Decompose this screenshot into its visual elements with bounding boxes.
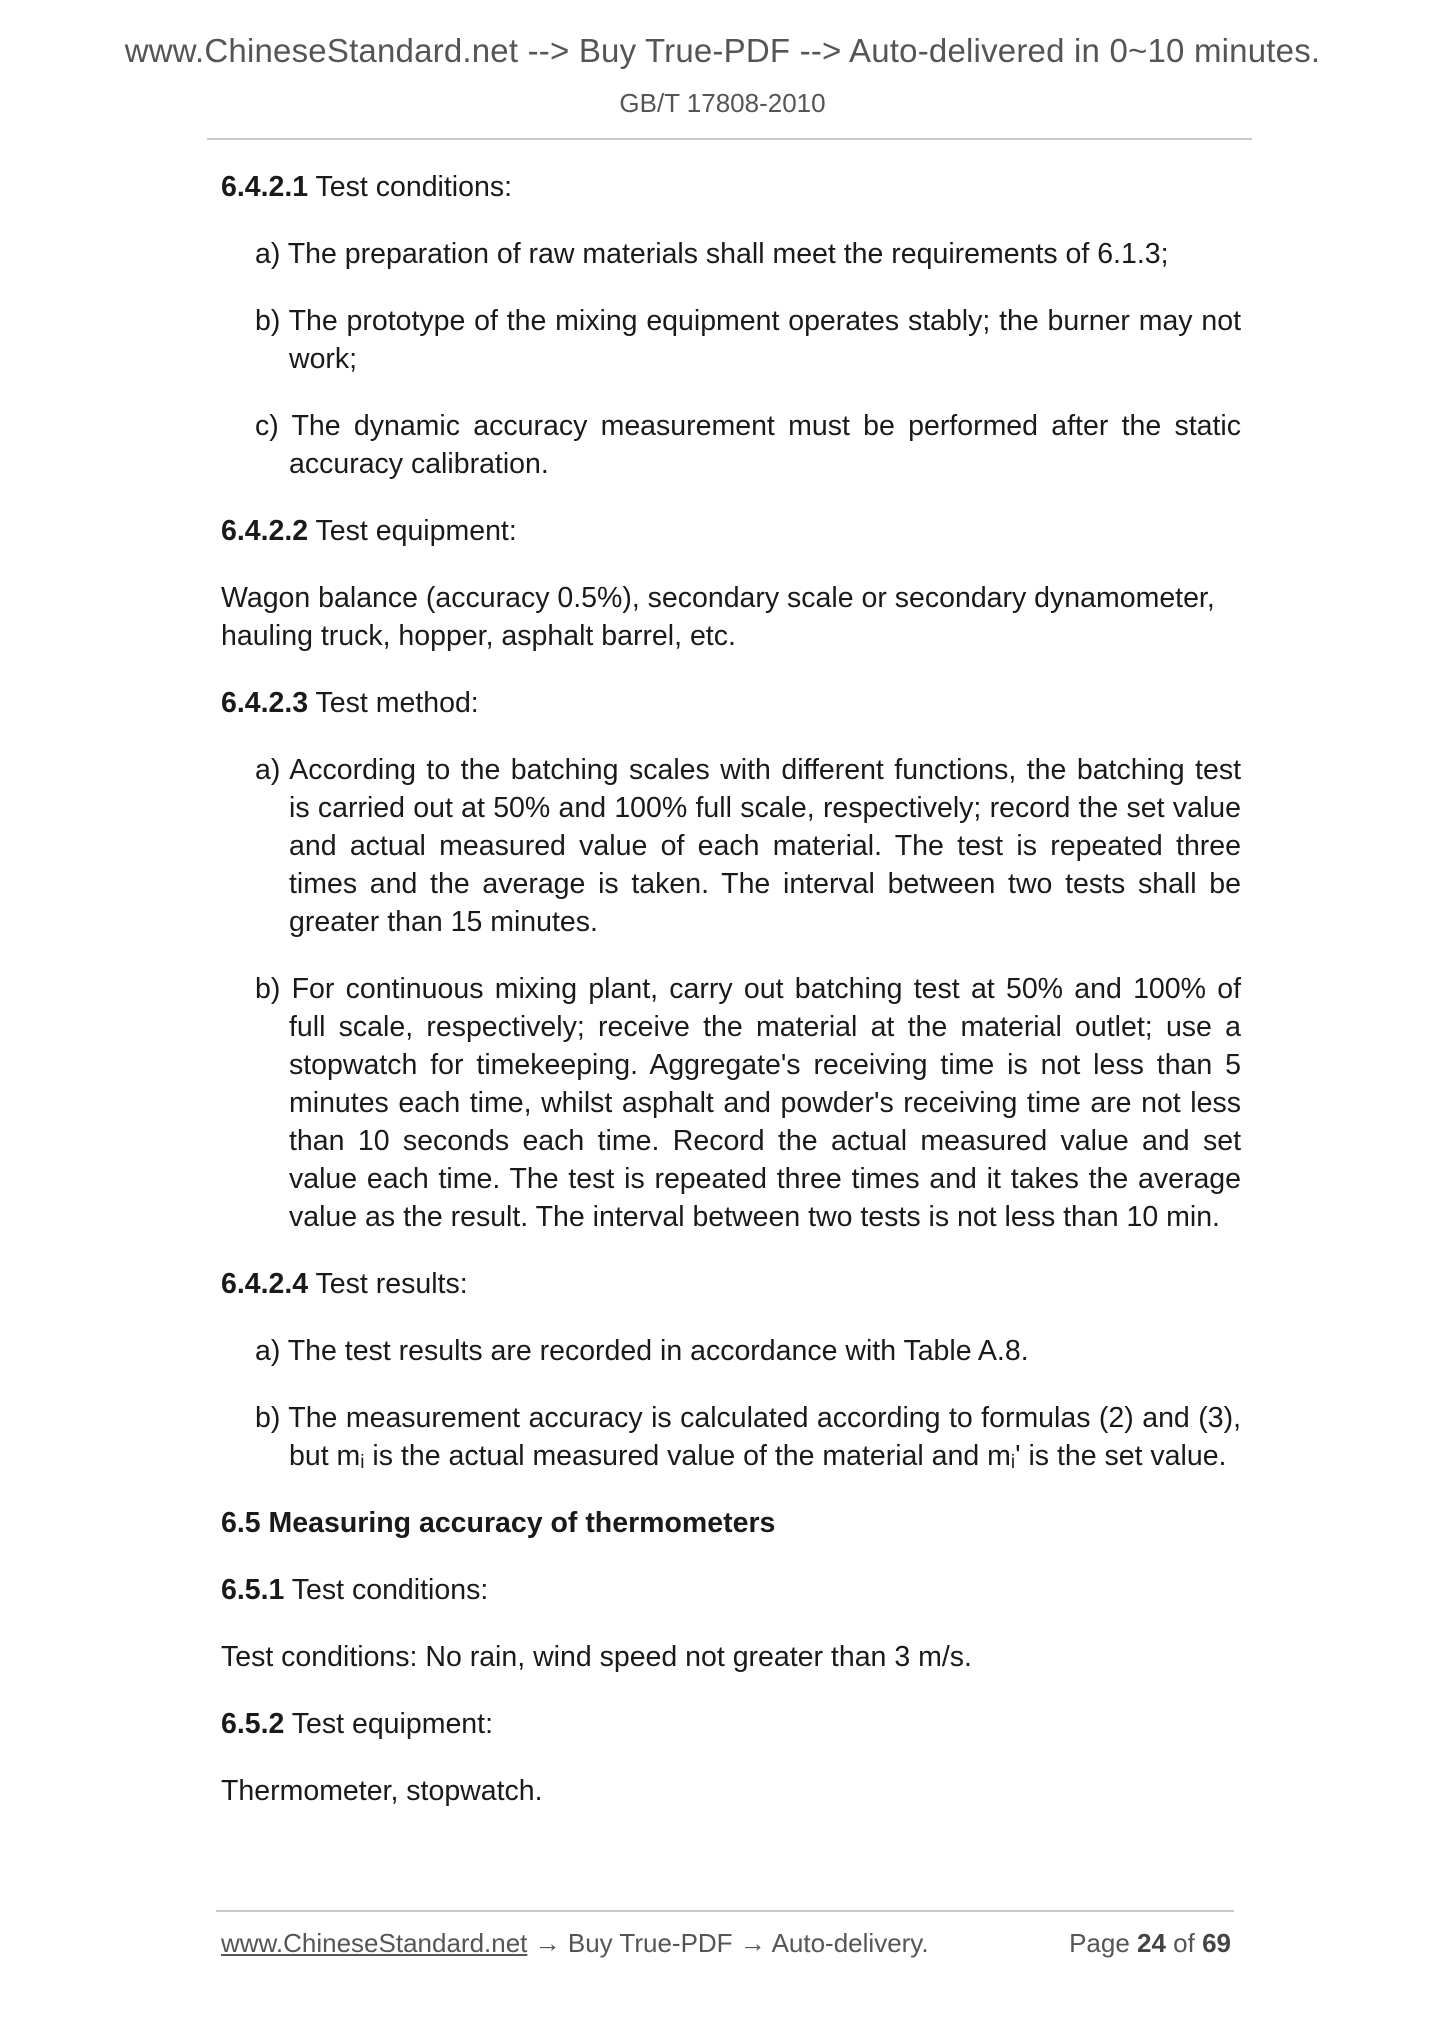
footer-left — [221, 1928, 929, 1959]
list-item — [255, 1399, 1241, 1475]
clause-6-4-2-1-title — [221, 168, 1241, 206]
clause-6-4-2-4-title — [221, 1265, 1241, 1303]
clause-number: 6.4.2.1 — [221, 171, 309, 203]
clause-6-4-2-2-body: Wagon balance (accuracy 0.5%), secondary scale or secondary dynamometer, hauling truck, hopper, asphalt barrel, etc. — [221, 582, 1215, 652]
clause-title: Test method: — [308, 687, 479, 719]
item-text: ' is the set value. — [1015, 1440, 1227, 1472]
clause-title: Test conditions: — [284, 1574, 489, 1606]
list-item: c) The dynamic accuracy measurement must be performed after the static accuracy calibration. — [255, 410, 1241, 480]
page-indicator — [1069, 1928, 1231, 1959]
page-number: 24 — [1137, 1928, 1166, 1958]
header-divider — [207, 138, 1252, 140]
clause-title: Test conditions: — [308, 171, 512, 203]
clause-number: 6.5.1 — [221, 1574, 285, 1606]
list-item: a) According to the batching scales with different functions, the batching test is carried out at 50% and 100% full scale, respectively; record the set value and actual measured value of each material. The test is repeated three times and the average is taken. The interval between two tests shall be greater than 15 minutes. — [255, 754, 1241, 938]
top-banner: www.ChineseStandard.net --> Buy True-PDF --> Auto-delivered in 0~10 minutes. — [124, 32, 1321, 69]
item-text: is the actual measured value of the material and m — [364, 1440, 1011, 1472]
clause-6-5-1-title — [221, 1571, 1241, 1609]
clause-title: Test equipment: — [284, 1708, 493, 1740]
list-item: b) The prototype of the mixing equipment operates stably; the burner may not work; — [255, 305, 1241, 375]
standard-code: GB/T 17808-2010 — [619, 88, 826, 118]
list-item: a) The preparation of raw materials shall meet the requirements of 6.1.3; — [255, 238, 1169, 270]
footer-tail: → Buy True-PDF → Auto-delivery. — [527, 1928, 929, 1958]
clause-number: 6.4.2.3 — [221, 687, 309, 719]
clause-number: 6.4.2.2 — [221, 515, 309, 547]
clause-6-5-1-body: Test conditions: No rain, wind speed not greater than 3 m/s. — [221, 1641, 972, 1673]
subscript: i — [360, 1452, 365, 1473]
item-text: b) The measurement accuracy is calculated according to formulas (2) and (3), but m — [255, 1402, 1241, 1472]
clause-number: 6.4.2.4 — [221, 1268, 309, 1300]
of-word: of — [1165, 1928, 1203, 1958]
page-word: Page — [1069, 1928, 1138, 1958]
clause-6-5-2-body: Thermometer, stopwatch. — [221, 1775, 543, 1807]
clause-title: Test equipment: — [308, 515, 517, 547]
subscript: i — [1010, 1452, 1016, 1473]
footer-divider — [216, 1910, 1234, 1912]
clause-6-4-2-3-title — [221, 684, 1241, 722]
list-item: a) The test results are recorded in accordance with Table A.8. — [255, 1335, 1029, 1367]
site-link[interactable]: www.ChineseStandard.net — [221, 1928, 528, 1958]
clause-title: Test results: — [308, 1268, 468, 1300]
clause-6-4-2-2-title — [221, 512, 1241, 550]
section-6-5-heading: 6.5 Measuring accuracy of thermometers — [221, 1507, 776, 1539]
clause-6-5-2-title — [221, 1705, 1241, 1743]
document-body — [221, 168, 1241, 1839]
page-total: 69 — [1202, 1928, 1231, 1958]
list-item: b) For continuous mixing plant, carry out batching test at 50% and 100% of full scale, respectively; receive the material at the material outlet; use a stopwatch for timekeeping. Aggregate's receiving time is not less than 5 minutes each time, whilst asphalt and powder's receiving time are not less than 10 seconds each time. Record the actual measured value and set value each time. The test is repeated three times and it takes the average value as the result. The interval between two tests is not less than 10 min. — [255, 973, 1241, 1233]
clause-number: 6.5.2 — [221, 1708, 285, 1740]
